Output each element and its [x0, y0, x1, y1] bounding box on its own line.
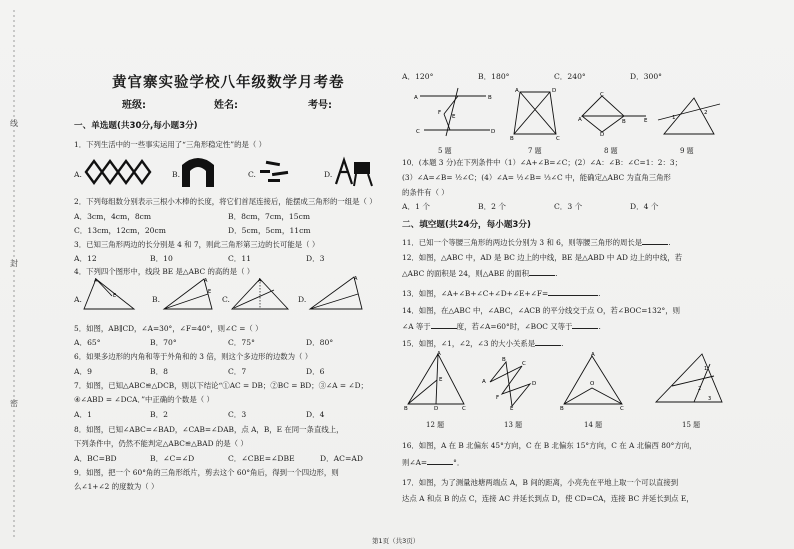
q4-triangle-d [306, 274, 366, 312]
question-12-line1: 12．如图，△ABC 中，AD 是 BC 边上的中线，BE 是△ABD 中 AD 边上的中线，若 [402, 253, 682, 262]
q7-option-c: C．3 [228, 410, 247, 419]
q4-triangle-c [230, 276, 292, 312]
section2-heading: 二、填空题(共24分，每小题3分) [402, 220, 531, 230]
fig5-parallel-lines [406, 84, 496, 140]
q5-option-c: C．75° [228, 338, 255, 347]
binding-char: 线 [10, 119, 18, 128]
fig14-bisector-triangle [560, 352, 626, 410]
fig5-label-d: D [491, 129, 496, 135]
section1-heading: 一、单选题(共30分,每小题3分) [74, 121, 198, 131]
fig15-angle-3: 3 [708, 396, 712, 402]
question-16-line2 [402, 457, 464, 467]
arch-bridge-figure [180, 155, 216, 189]
q8-option-d: D．AC=AD [320, 454, 363, 463]
fig14-label-a: A [591, 352, 595, 358]
question-1: 1．下列生活中的一些事实运用了“三角形稳定性”的是（ ） [74, 140, 266, 149]
question-14-line1: 14．如图，在△ABC 中，∠ABC，∠ACB 的平分线交于点 O，若∠BOC=132°，则 [402, 306, 681, 315]
q9-option-b: B．180° [478, 72, 510, 81]
question-11: 11．已知一个等腰三角形的两边长分别为 3 和 6，则等腰三角形的周长是 . [402, 238, 671, 247]
scattered-sticks-figure [258, 158, 292, 186]
q5-option-b: B．70° [150, 338, 177, 347]
answer-blank[interactable] [431, 321, 457, 329]
q2-option-a: A．3cm，4cm，8cm [74, 212, 152, 221]
fig13-label-d: D [532, 381, 537, 387]
fig13-caption: 13 题 [504, 421, 523, 429]
q6-option-d: D．6 [306, 367, 325, 376]
page-footer: 第1页（共3页） [372, 537, 420, 545]
q10-option-b: B．2 个 [478, 202, 507, 211]
fig12-label-a: A [437, 351, 441, 357]
q8-option-a: A．BC=BD [74, 454, 117, 463]
q2-option-c: C．13cm，12cm，20cm [74, 226, 166, 235]
binding-char: 密 [10, 399, 18, 408]
fig9-cut-triangle [654, 90, 724, 138]
question-16-line2a: 则∠A= [402, 458, 428, 467]
q5-option-a: A．65° [74, 338, 101, 347]
question-5: 5．如图，AB∥CD，∠A=30°，∠F=40°，则∠C =（ ） [74, 324, 263, 333]
question-11-text: 11．已知一个等腰三角形的两边长分别为 3 和 6，则等腰三角形的周长是 [402, 238, 643, 247]
fig8-label-e: E [644, 118, 648, 124]
q9-option-c: C．240° [554, 72, 586, 81]
q9-option-a: A．120° [402, 72, 434, 81]
fig14-caption: 14 题 [584, 421, 603, 429]
q3-option-b: B．10 [150, 254, 173, 263]
q4a-vertex-a: A [94, 278, 98, 284]
fig15-angle-2: 2 [698, 386, 702, 392]
question-16-line1: 16．如图，A 在 B 北偏东 45°方向，C 在 B 北偏东 15°方向，C 在 A 北偏西 80°方向， [402, 441, 697, 450]
fig8-label-a: A [578, 117, 582, 123]
fig5-label-f: F [438, 110, 442, 116]
q3-option-a: A．12 [74, 254, 97, 263]
q7-option-b: B．2 [150, 410, 169, 419]
fig14-label-b: B [560, 406, 564, 410]
question-15-text: 15．如图，∠1，∠2，∠3 的大小关系是 [402, 339, 536, 348]
easel-chair-figure [332, 154, 376, 188]
q6-option-c: C．7 [228, 367, 247, 376]
q4c-vertex-a: A [258, 278, 262, 284]
binding-dashed-line [0, 0, 30, 549]
fig5-caption: 5 题 [438, 147, 452, 155]
class-label: 班级: [122, 100, 146, 111]
fig5-label-b: B [488, 95, 492, 101]
q10-option-c: C．3 个 [554, 202, 583, 211]
q4-option-c: C. [222, 295, 230, 304]
fig8-label-c: C [600, 92, 604, 98]
q4-triangle-b [160, 276, 216, 312]
question-13-text: 13．如图，∠A+∠B+∠C+∠D+∠E+∠F= [402, 289, 549, 298]
q3-option-c: C．11 [228, 254, 252, 263]
q2-option-b: B．8cm，7cm，15cm [228, 212, 311, 221]
answer-blank[interactable] [529, 268, 555, 276]
fig9-caption: 9 题 [680, 147, 694, 155]
fig7-caption: 7 题 [528, 147, 542, 155]
q1-option-b: B. [172, 170, 180, 179]
question-12-line2: △ABC 的面积是 24，则△ABE 的面积 . [402, 269, 558, 278]
q4d-vertex-a: A [354, 276, 358, 282]
fig14-label-o: O [590, 381, 595, 387]
fig12-label-c: C [462, 406, 466, 410]
question-8-line1: 8．如图，已知∠ABC=∠BAD，∠CAB=∠DAB，点 A，B，E 在同一条直线上， [74, 425, 344, 434]
fig13-label-b: B [502, 357, 506, 363]
fig12-label-b: B [404, 406, 408, 410]
fig12-label-d: D [434, 406, 439, 410]
answer-blank[interactable] [548, 288, 598, 296]
q10-option-a: A．1 个 [402, 202, 430, 211]
lattice-gate-figure [84, 157, 154, 187]
fig8-label-b: B [622, 119, 626, 125]
fig8-label-d: D [600, 132, 605, 136]
fig13-label-c: C [522, 361, 526, 367]
question-14-line2: ∠A 等于 度，若∠A=60°时，∠BOC 又等于 . [402, 322, 601, 331]
question-3: 3．已知三角形两边的长分别是 4 和 7，则此三角形第三边的长可能是（ ） [74, 240, 320, 249]
exam-title: 黄官寨实验学校八年级数学月考卷 [112, 75, 345, 91]
question-17-line2: 达点 A 和点 B 的点 C，连接 AC 并延长到点 D，使 CD=CA，连接 BC 并延长到点 E， [402, 494, 694, 503]
answer-blank[interactable] [427, 457, 453, 465]
fig5-label-c: C [416, 129, 420, 135]
fig5-label-e: E [452, 114, 456, 120]
question-12-line2-text: △ABC 的面积是 24，则△ABE 的面积 [402, 269, 530, 278]
q4-triangle-a [82, 276, 138, 312]
answer-blank[interactable] [642, 237, 668, 245]
question-17-line1: 17．如图，为了测量池塘两端点 A，B 间的距离，小亮先在平地上取一个可以直接到 [402, 478, 679, 487]
fig14-label-c: C [620, 406, 624, 410]
fig12-caption: 12 题 [426, 421, 445, 429]
q5-option-d: D．80° [306, 338, 334, 347]
binding-char: 封 [10, 259, 18, 268]
fig12-median-triangle [404, 350, 468, 410]
q6-option-b: B．8 [150, 367, 169, 376]
question-16-line2b: °． [453, 458, 465, 467]
question-10-line3: 的条件有（ ） [402, 188, 449, 197]
q8-option-c: C．∠CBE=∠DBE [228, 454, 295, 463]
q4-option-b: B. [152, 295, 160, 304]
q9-option-d: D．300° [630, 72, 662, 81]
fig13-crossing-lines [482, 354, 542, 410]
fig13-label-a: A [482, 379, 486, 385]
q3-option-d: D．3 [306, 254, 325, 263]
fig7-label-d: D [552, 88, 557, 94]
question-7-line1: 7．如图，已知△ABC≌△DCB，则以下结论“①AC = DB；②BC = BD；③∠A = ∠D； [74, 381, 368, 390]
fig15-angle-1: 1 [704, 366, 708, 372]
q6-option-a: A．9 [74, 367, 92, 376]
question-15: 15．如图，∠1，∠2，∠3 的大小关系是 . [402, 339, 564, 348]
fig5-label-a: A [414, 95, 418, 101]
question-13: 13．如图，∠A+∠B+∠C+∠D+∠E+∠F= . [402, 289, 601, 298]
question-2: 2．下列每组数分别表示三根小木棒的长度，将它们首尾连接后，能摆成三角形的一组是（ ） [74, 197, 377, 206]
q4b-vertex-e: E [208, 289, 212, 295]
q4-option-a: A. [74, 295, 82, 304]
question-14-line2b: 度，若∠A=60°时，∠BOC 又等于 [456, 322, 573, 331]
question-9-line1: 9．如图，把一个 60°角的三角形纸片，剪去这个 60°角后，得到一个四边形，则 [74, 468, 339, 477]
q1-option-c: C. [248, 170, 256, 179]
question-14-line2a: ∠A 等于 [402, 322, 431, 331]
q8-option-b: B．∠C=∠D [150, 454, 195, 463]
q1-option-a: A. [74, 170, 82, 179]
fig8-triangles [578, 92, 650, 136]
answer-blank[interactable] [535, 338, 561, 346]
answer-blank[interactable] [572, 321, 598, 329]
fig9-angle-2: 2 [704, 110, 708, 116]
fig15-caption: 15 题 [682, 421, 701, 429]
q2-option-d: D．5cm，5cm，11cm [228, 226, 311, 235]
question-4: 4．下列四个图形中，线段 BE 是△ABC 的高的是（ ） [74, 267, 255, 276]
question-7-line2: ④∠ABD = ∠DCA．”中正确的个数是（ ） [74, 395, 214, 404]
name-label: 姓名: [214, 100, 238, 111]
fig9-angle-1: 1 [672, 115, 676, 121]
q4b-vertex-a: A [204, 278, 208, 284]
q4-option-d: D. [298, 295, 307, 304]
fig13-label-e: E [510, 406, 514, 410]
q7-option-a: A．1 [74, 410, 92, 419]
fig15-angle-triangle [652, 350, 728, 410]
fig8-caption: 8 题 [604, 147, 618, 155]
fig7-label-b: B [510, 136, 514, 140]
fig7-label-c: C [556, 136, 560, 140]
fig13-label-f: F [496, 395, 500, 401]
number-label: 考号: [308, 100, 332, 111]
q7-option-d: D．4 [306, 410, 325, 419]
q4a-vertex-e: E [113, 293, 117, 299]
q10-option-d: D．4 个 [630, 202, 659, 211]
binding-strip [0, 0, 30, 549]
fig12-label-e: E [439, 377, 443, 383]
question-10-line2: (3）∠A=∠B= ½∠C；(4）∠A= ½∠B= ⅓∠C 中，能确定△ABC 为直角三角形 [402, 173, 671, 182]
fig7-label-a: A [515, 88, 519, 94]
question-8-line2: 下列条件中，仍然不能判定△ABC≌△BAD 的是（ ） [74, 439, 248, 448]
question-10-line1: 10．(本题 3 分)在下列条件中（1）∠A+∠B=∠C；(2）∠A：∠B：∠C=1：2：3； [402, 158, 682, 167]
fig7-congruent-triangles [510, 86, 562, 140]
question-6: 6．如果多边形的内角和等于外角和的 3 倍，则这个多边形的边数为（ ） [74, 352, 313, 361]
q1-option-d: D. [324, 170, 333, 179]
question-9-line2: 么∠1+∠2 的度数为（ ） [74, 482, 159, 491]
